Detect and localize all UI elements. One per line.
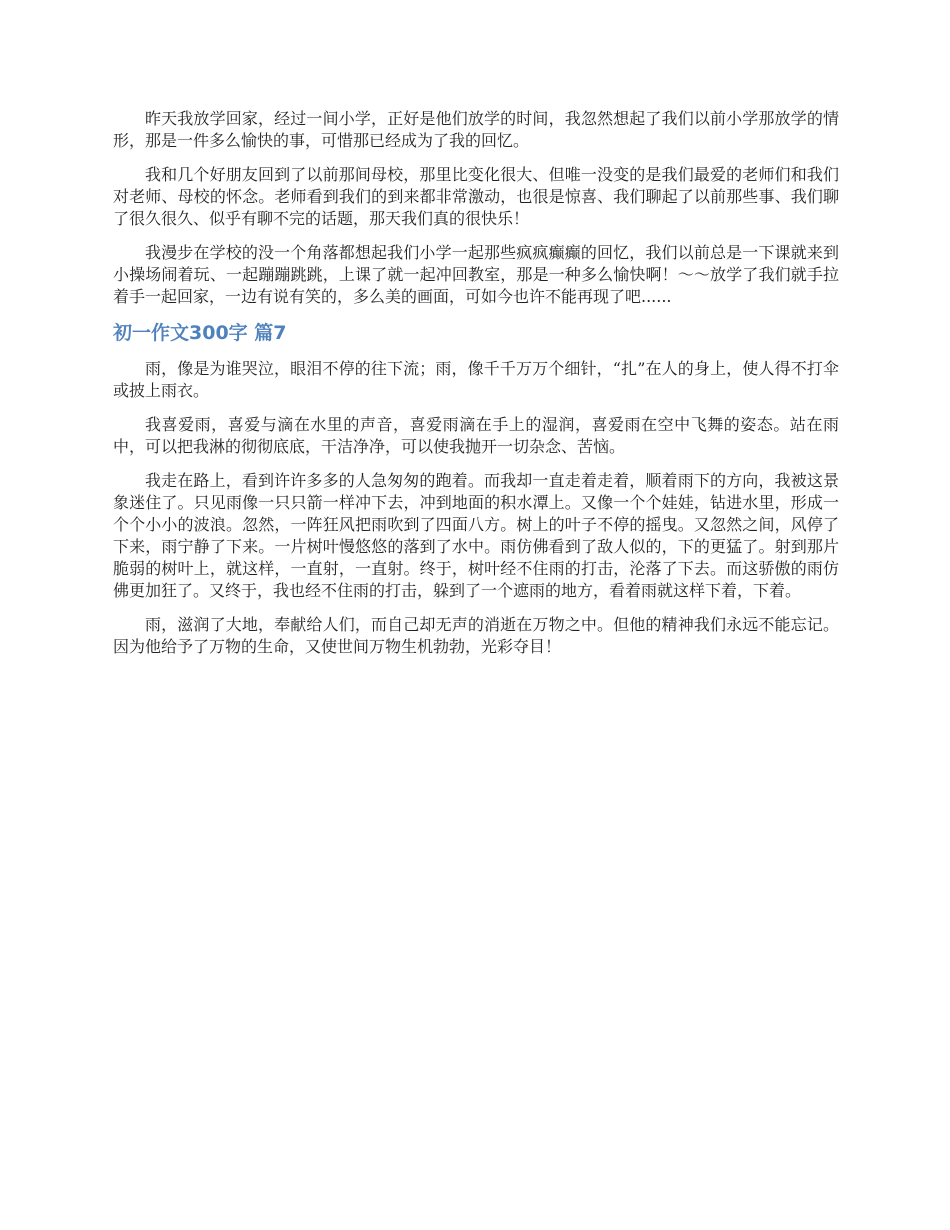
section-heading: 初一作文300字 篇7 xyxy=(113,322,287,344)
paragraph: 我走在路上，看到许许多多的人急匆匆的跑着。而我却一直走着走着，顺着雨下的方向，我被这景象迷住了。只见雨像一只只箭一样冲下去，冲到地面的积水潭上。又像一个个娃娃，钻进水里，形成一个个小小的波浪。忽然，一阵狂风把雨吹到了四面八方。树上的叶子不停的摇曳。又忽然之间，风停了下来，雨宁静了下来。一片树叶慢悠悠的落到了水中。雨仿佛看到了敌人似的，下的更猛了。射到那片脆弱的树叶上，就这样，一直射，一直射。终于，树叶经不住雨的打击，沦落了下去。而这骄傲的雨仿佛更加狂了。又终于，我也经不住雨的打击，躲到了一个遮雨的地方，看着雨就这样下着，下着。 xyxy=(113,471,839,600)
paragraph: 我漫步在学校的没一个角落都想起我们小学一起那些疯疯癫癫的回忆，我们以前总是一下课就来到小操场闹着玩、一起蹦蹦跳跳，上课了就一起冲回教室，那是一种多么愉快啊！～～放学了我们就手拉着手一起回家，一边有说有笑的，多么美的画面，可如今也许不能再现了吧...... xyxy=(113,243,839,306)
paragraph: 雨，滋润了大地，奉献给人们，而自己却无声的消逝在万物之中。但他的精神我们永远不能忘记。因为他给予了万物的生命，又使世间万物生机勃勃，光彩夺目！ xyxy=(113,615,839,656)
paragraph: 我和几个好朋友回到了以前那间母校，那里比变化很大、但唯一没变的是我们最爱的老师们和我们对老师、母校的怀念。老师看到我们的到来都非常激动，也很是惊喜、我们聊起了以前那些事、我们聊了很久很久、似乎有聊不完的话题，那天我们真的很快乐！ xyxy=(113,165,839,228)
paragraph: 昨天我放学回家，经过一间小学，正好是他们放学的时间，我忽然想起了我们以前小学那放学的情形，那是一件多么愉快的事，可惜那已经成为了我的回忆。 xyxy=(113,109,839,150)
paragraph: 雨，像是为谁哭泣，眼泪不停的往下流；雨，像千千万万个细针，“扎”在人的身上，使人得不打伞或披上雨衣。 xyxy=(113,359,839,400)
paragraph: 我喜爱雨，喜爱与滴在水里的声音，喜爱雨滴在手上的湿润，喜爱雨在空中飞舞的姿态。站在雨中，可以把我淋的彻彻底底，干洁净净，可以使我抛开一切杂念、苦恼。 xyxy=(113,415,839,456)
document-page xyxy=(113,108,839,670)
